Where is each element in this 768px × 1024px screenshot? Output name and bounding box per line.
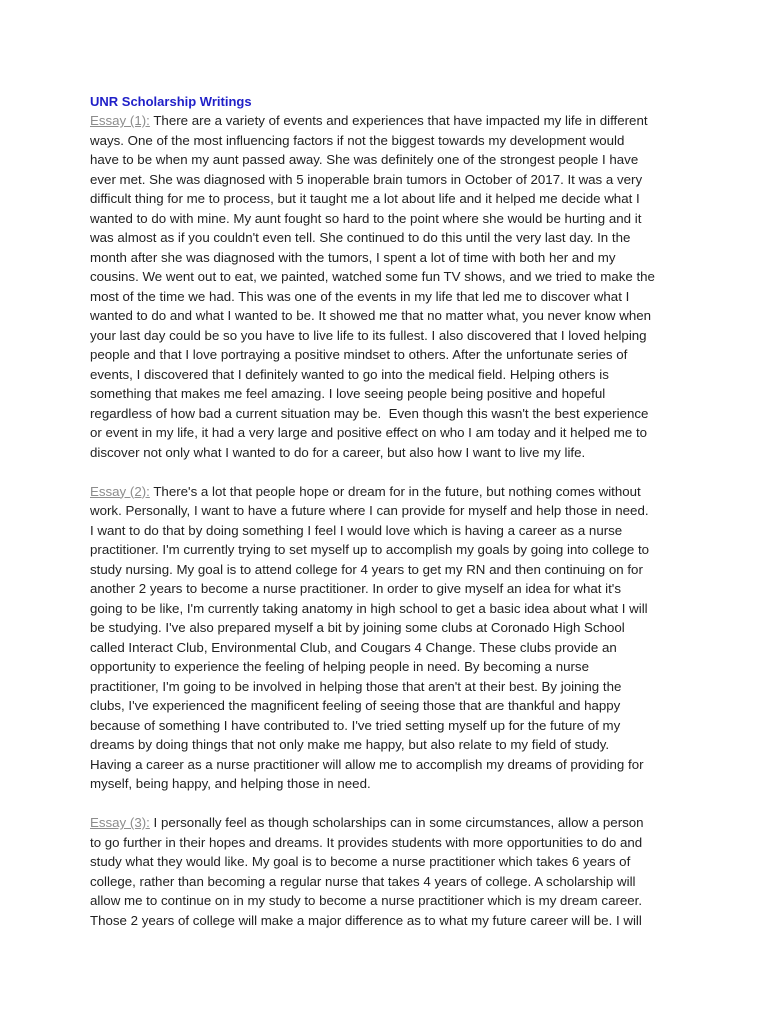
essay-2-label: Essay (2): xyxy=(90,483,150,499)
essay-2-line xyxy=(90,755,644,775)
essay-2-line xyxy=(90,521,622,541)
essay-1-text: was almost as if you couldn't even tell. She continued to do this until the very last day. In the xyxy=(90,230,631,245)
essay-2-line xyxy=(90,696,620,716)
essay-2-text: because of something I have contributed to. I've tried setting myself up for the future of my xyxy=(90,717,621,733)
essay-1-line xyxy=(90,404,648,424)
essay-1-text: people and that I love portraying a positive mindset to others. After the unfortunate series of xyxy=(90,347,628,362)
essay-2-text: I want to do that by doing something I feel I would love which is having a career as a nurse xyxy=(90,522,623,538)
essay-1-line xyxy=(90,131,624,151)
essay-2-text: dreams by doing things that not only make me happy, but also relate to my field of study. xyxy=(90,737,610,752)
essay-2-text: practitioner. I'm currently trying to set myself up to accomplish my goals by going into college to xyxy=(90,542,650,557)
essay-1-text: wanted to do and what I wanted to be. It showed me that no matter what, you never know when xyxy=(90,308,652,323)
essay-2-text: clubs, I've experienced the magnificent feeling of seeing those that are thankful and happy xyxy=(90,698,621,713)
essay-2-text: myself, being happy, and helping those in need. xyxy=(90,776,371,791)
essay-1-text: events, I discovered that I definitely wanted to go into the medical field. Helping others is xyxy=(90,366,609,382)
essay-2-line xyxy=(90,735,609,755)
essay-3-text: college, rather than becoming a regular nurse that takes 4 years of college. A scholarship will xyxy=(90,873,636,889)
essay-2-text: work. Personally, I want to have a future where I can provide for myself and help those in need. xyxy=(90,503,649,518)
essay-2-line xyxy=(90,677,621,697)
essay-1-line xyxy=(90,111,648,131)
essay-1-line xyxy=(90,365,609,385)
essay-2-text: opportunity to experience the feeling of helping people in need. By becoming a nurse xyxy=(90,659,589,674)
essay-3-text: study what they would like. My goal is to become a nurse practitioner which takes 6 years of xyxy=(90,854,631,869)
essay-2-text: called Interact Club, Environmental Club, and Cougars 4 Change. These clubs provide an xyxy=(90,639,617,655)
essay-2-line xyxy=(90,579,621,599)
essay-1-text: regardless of how bad a current situation may be. Even though this wasn't the best experience xyxy=(90,405,649,421)
essay-3-label: Essay (3): xyxy=(90,815,150,830)
essay-1-line xyxy=(90,267,655,287)
essay-2-line xyxy=(90,560,643,580)
document-title: UNR Scholarship Writings xyxy=(90,94,252,109)
essay-2-line xyxy=(90,638,617,658)
essay-2-text: another 2 years to become a nurse practitioner. In order to give myself an idea for what it's xyxy=(90,581,621,596)
essay-1-text: most of the time we had. This was one of the events in my life that led me to discover what I xyxy=(90,288,630,304)
essay-1-text: or event in my life, it had a very large and positive effect on who I am today and it helped me to xyxy=(90,425,648,440)
essay-1-line xyxy=(90,423,647,443)
essay-3-line xyxy=(90,891,642,911)
essay-1-text: discover not only what I wanted to do for a career, but also how I want to live my life. xyxy=(90,444,586,460)
essay-1-text: have to be when my aunt passed away. She was definitely one of the strongest people I have xyxy=(90,152,639,167)
essay-2-line xyxy=(90,482,641,502)
essay-1-line xyxy=(90,228,630,248)
essay-2-text: be studying. I've also prepared myself a bit by joining some clubs at Coronado High School xyxy=(90,620,625,635)
essay-3-text: Those 2 years of college will make a major difference as to what my future career will be. I will xyxy=(90,912,642,928)
essay-2-text: Having a career as a nurse practitioner will allow me to accomplish my dreams of providing for xyxy=(90,756,644,772)
essay-3-line xyxy=(90,813,644,833)
essay-3-text: allow me to continue on in my study to become a nurse practitioner which is my dream career. xyxy=(90,893,643,908)
essay-1-text: cousins. We went out to eat, we painted, watched some fun TV shows, and we tried to make the xyxy=(90,269,655,284)
essay-2-text: practitioner, I'm going to be involved in helping those that aren't at their best. By joining the xyxy=(90,678,622,694)
essay-1-line xyxy=(90,248,616,268)
essay-2-line xyxy=(90,501,649,521)
essay-1-text: something that makes me feel amazing. I love seeing people being positive and hopeful xyxy=(90,386,606,401)
essay-1-text: month after she was diagnosed with the tumors, I spent a lot of time with both her and my xyxy=(90,249,616,265)
essay-2-line xyxy=(90,540,649,560)
essay-3-line xyxy=(90,872,635,892)
essay-1-line xyxy=(90,189,640,209)
essay-1-text: ways. One of the most influencing factors if not the biggest towards my development would xyxy=(90,132,625,148)
essay-1-line xyxy=(90,209,641,229)
essay-1-line xyxy=(90,287,629,307)
essay-1-line xyxy=(90,150,638,170)
essay-3-line xyxy=(90,833,642,853)
essay-2-line xyxy=(90,716,620,736)
essay-2-line xyxy=(90,774,371,794)
essay-1-text: wanted to do with mine. My aunt fought so hard to the point where she would be hurting and it xyxy=(90,210,642,226)
essay-1-line xyxy=(90,306,651,326)
essay-1-line xyxy=(90,326,647,346)
essay-1-text: your last day could be so you have to live life to its fullest. I also discovered that I loved helping xyxy=(90,327,647,343)
essay-1-line xyxy=(90,384,605,404)
essay-3-text: to go further in their hopes and dreams. It provides students with more opportunities to do and xyxy=(90,834,643,850)
essay-2-text: study nursing. My goal is to attend college for 4 years to get my RN and then continuing on for xyxy=(90,561,643,577)
essay-3-text: I personally feel as though scholarships can in some circumstances, allow a person xyxy=(149,815,644,830)
essay-2-text: There's a lot that people hope or dream for in the future, but nothing comes without xyxy=(149,483,641,499)
essay-1-line xyxy=(90,443,585,463)
essay-1-text: There are a variety of events and experiences that have impacted my life in different xyxy=(149,113,648,128)
essay-1-line xyxy=(90,345,627,365)
essay-1-line xyxy=(90,170,642,190)
essay-2-line xyxy=(90,657,589,677)
essay-3-line xyxy=(90,852,630,872)
essay-1-text: ever met. She was diagnosed with 5 inoperable brain tumors in October of 2017. It was a very xyxy=(90,171,643,187)
essay-2-line xyxy=(90,618,625,638)
essay-2-text: going to be like, I'm currently taking anatomy in high school to get a basic idea about what I will xyxy=(90,600,648,616)
essay-1-label: Essay (1): xyxy=(90,113,150,128)
essay-3-line xyxy=(90,911,642,931)
essay-1-text: difficult thing for me to process, but it taught me a lot about life and it helped me decide what I xyxy=(90,191,640,206)
essay-2-line xyxy=(90,599,648,619)
